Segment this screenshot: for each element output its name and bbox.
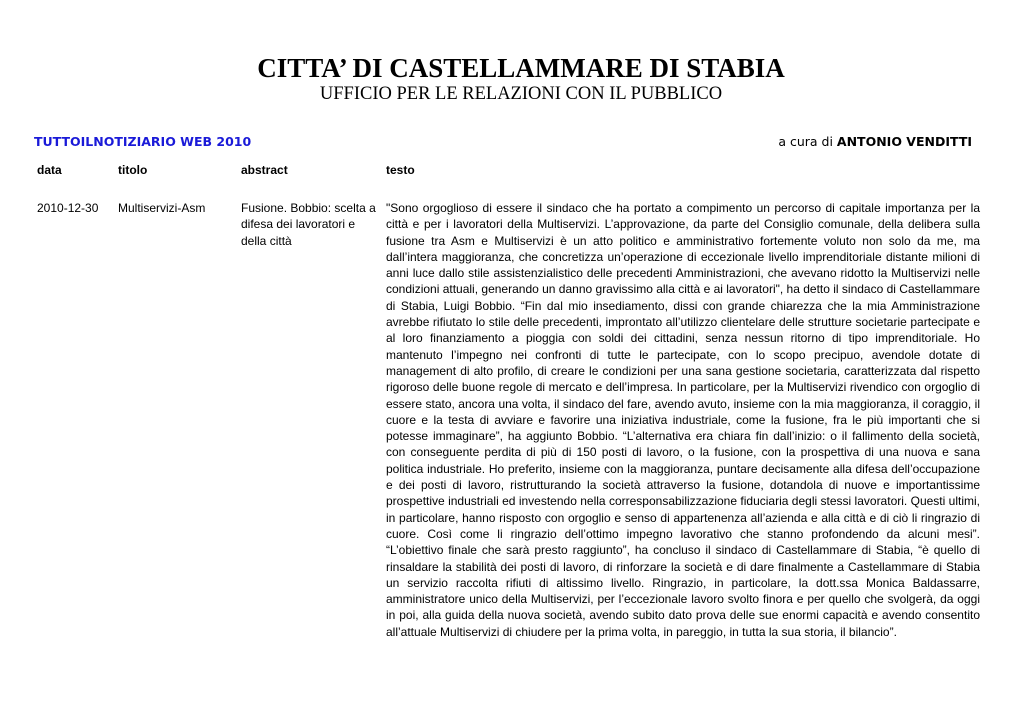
row-abstract: Fusione. Bobbio: scelta a difesa dei lavoratori e della città [241, 201, 376, 248]
row-text: "Sono orgoglioso di essere il sindaco che ha portato a compimento un percorso di capitale importanza per la città e per i lavoratori della Multiservizi. L’approvazione, da parte del Consiglio comunale, della delibera sulla fusione tra Asm e Multiservizi è un atto politico e amministrativo fortemente voluto non solo da me, ma dall’intera maggioranza, che concretizza un’operazione di eccezionale livello imprenditoriale distante milioni di anni luce dallo stile assistenzialistico delle precedenti Amministrazioni, che avevano ridotto la Multiservizi nelle condizioni attuali, generando un danno gravissimo alla città e ai lavoratori", ha detto il sindaco di Castellammare di Stabia, Luigi Bobbio. “Fin dal mio insediamento, dissi con grande chiarezza che la mia Amministrazione avrebbe rifiutato lo stile delle precedenti, improntato all’utilizzo clientelare delle strutture societarie partecipate e al loro finanziamento a pioggia con soldi dei cittadini, senza nessun ritorno di tipo imprenditoriale. Ho mantenuto l’impegno nei confronti di tutte le partecipate, con lo scopo precipuo, avendole dotate di management di alto profilo, di creare le condizioni per una sana gestione societaria, caratterizzata dal rispetto rigoroso delle buone regole di mercato e dell’impresa. In particolare, per la Multiservizi rivendico con orgoglio di essere stato, ancora una volta, il sindaco del fare, avendo avuto, insieme con la mia maggioranza, il coraggio, il cuore e la testa di avviare e favorire una iniziativa industriale, come la fusione, fra le più importanti che si potesse immaginare”, ha aggiunto Bobbio. “L’alternativa era chiara fin dall’inizio: o il fallimento della società, con conseguente perdita di più di 150 posti di lavoro, o la fusione, con la prospettiva di una nuova e sana politica industriale. Ho preferito, insieme con la maggioranza, puntare decisamente alla difesa dell’occupazione e dei posti di lavoro, ristrutturando la società attraverso la fusione, dotandola di nuove e importantissime prospettive industriali ed investendo nella corresponsabilizzazione fiduciaria degli stessi lavoratori. Questi ultimi, in particolare, hanno risposto con orgoglio e senso di appartenenza all’azienda e alla città e di ciò li ringrazio di cuore. Così come li ringrazio dell’ottimo impegno lavorativo che stanno profondendo da alcuni mesi”. “L’obiettivo finale che sarà presto raggiunto”, ha concluso il sindaco di Castellammare di Stabia, “è quello di rinsaldare la stabilità dei posti di lavoro, di rinforzare la società e di dare finalmente a Castellammare di Stabia un servizio raccolta rifiuti di altissimo livello. Ringrazio, in particolare, la dott.ssa Monica Baldassarre, amministratore unico della Multiservizi, per l’eccezionale lavoro svolto finora e per quello che svolgerà, da oggi in poi, alla guida della nuova società, avendo subito dato prova delle sue enormi capacità e avendo consentito all’attuale Multiservizi di chiudere per la prima volta, in pareggio, in tutta la sua storia, il bilancio”. [386, 201, 980, 639]
column-header-titolo: titolo [118, 163, 148, 177]
column-header-testo: testo [386, 163, 415, 177]
curator-line [778, 134, 972, 149]
page-title: CITTA’ DI CASTELLAMMARE DI STABIA [257, 53, 785, 83]
row-title: Multiservizi-Asm [118, 201, 206, 215]
curator-name: ANTONIO VENDITTI [836, 134, 972, 149]
page-subtitle: UFFICIO PER LE RELAZIONI CON IL PUBBLICO [319, 84, 723, 104]
newsletter-name: TUTTOILNOTIZIARIO WEB 2010 [34, 134, 252, 149]
column-header-abstract: abstract [241, 163, 288, 177]
curator-prefix: a cura di [778, 134, 833, 149]
column-header-data: data [37, 163, 62, 177]
row-date: 2010-12-30 [37, 201, 99, 215]
